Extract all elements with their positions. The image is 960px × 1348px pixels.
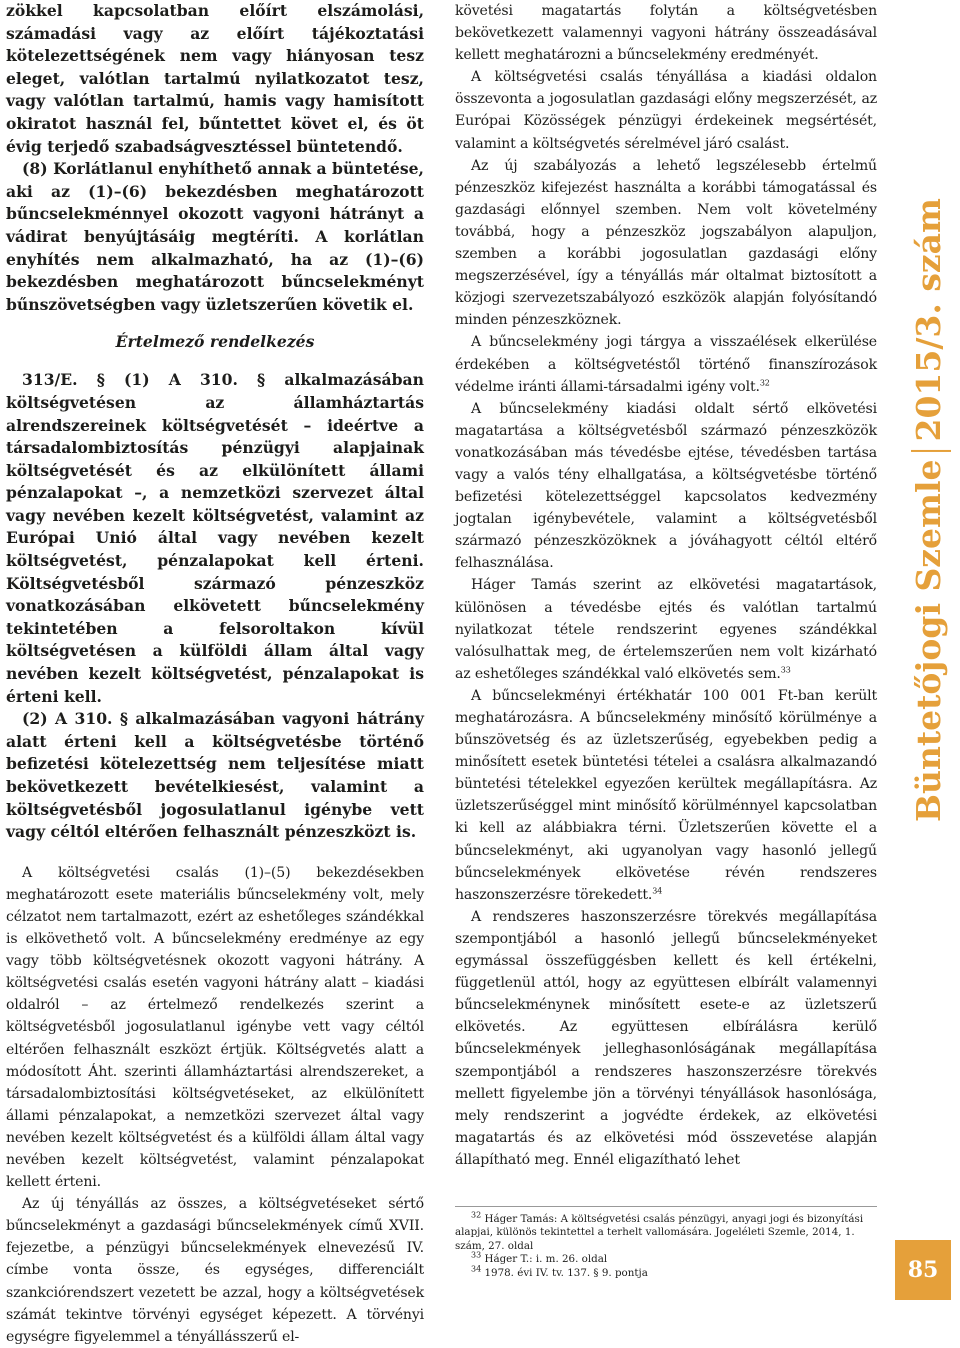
footnote-ref[interactable]: 32 — [759, 377, 770, 387]
left-column — [6, 0, 424, 1345]
sidebar — [900, 0, 960, 1308]
footnote-ref[interactable]: 34 — [652, 886, 663, 896]
journal-title: Büntetőjogi Szemle — [909, 459, 948, 822]
page-number-badge — [895, 1240, 951, 1300]
footnote-text: Háger T.: i. m. 26. oldal — [484, 1253, 608, 1266]
footnote-text: 1978. évi IV. tv. 137. § 9. pontja — [484, 1266, 648, 1279]
footnotes — [455, 1206, 877, 1280]
statute-paragraph-continuation: zökkel kapcsolatban előírt elszámolási, számadási vagy az előírt tájékoztatási kötelezettségének nem vagy hiányosan tesz eleget, valótlan tartalmú nyilatkozatot tesz, vagy valótlan tartalmú, hamis vagy hamisított okiratot használ fel, bűntettet követ el, és öt évig terjedő szabadságvesztéssel büntetendő. — [6, 1, 424, 156]
journal-issue: 2015/3. szám — [909, 198, 948, 442]
footnote — [455, 1250, 877, 1266]
statute-paragraph-313e-2: (2) A 310. § alkalmazásában vagyoni hátrány alatt érteni kell a költségvetésbe történő befizetési kötelezettség nem teljesítése miatt bekövetkezett bevételkiesést, valamint a költségvetésből jogosulatlanul igénybe vett vagy céltól eltérően felhasznált pénzeszközt is. — [6, 709, 424, 842]
footnote-text: Háger Tamás: A költségvetési csalás pénzügyi, anyagi jogi és bizonyítási alapjai, különös tekintettel a terhelt vallomására. Jogeléleti Szemle, 2014, 1. szám, 27. oldal — [455, 1213, 864, 1252]
page-number: 85 — [907, 1257, 939, 1283]
statute-paragraph-8: (8) Korlátlanul enyhíthető annak a büntetése, aki az (1)–(6) bekezdésben meghatározott bűncselekménnyel okozott vagyoni hátrányt a vádirat benyújtásáig megtéríti. A korlátlan enyhítés nem alkalmazható, ha az (1)–(6) bekezdésben meghatározott bűncselekményt bűnszövetségben vagy üzletszerűen követik el. — [6, 159, 424, 314]
body-paragraph: Az új szabályozás a lehető legszélesebb értelmű pénzeszköz kifejezést használta a korábbi támogatással és gazdasági előnnyel szemben. Nem volt követelmény továbbá, hogy a pénzeszköz jogszabályon alapuljon, szemben a korábbi jogosulatlan gazdasági előny megszerzésével, így a tényállás már oltalmat biztosított a közjogi szervezetszabályozó eszközök alapján folyósítandó minden pénzeszköznek. — [455, 157, 877, 329]
footnote-number: 33 — [471, 1250, 482, 1260]
footnote-number: 34 — [471, 1264, 482, 1274]
body-paragraph: Az új tényállás az összes, a költségvetéseket sértő bűncselekményt a gazdasági bűncselekmények című XVII. fejezetbe, a pénzügyi bűncselekmények elnevezésű IV. címbe vonta össze, és egységes, differenciált szankciórendszert vezetett be azzal, hogy a költségvetések számát tekintve törvényi egységet képezett. A törvényi egységre figyelemmel a tényállásszerű el- — [6, 1196, 424, 1345]
body-paragraph: A rendszeres haszonszerzésre törekvés megállapítása szempontjából a hasonló jellegű bűncselekményeket egymással összefüggésben kellett és kell értékelni, függetlenül attól, hogy az együttesen elbírált valamennyi bűncselekménynek minősített esete-e az üzletszerű elkövetés. Az együttesen elbírálásra kerülő bűncselekmények jelleghasonlóságának megállapítása szempontjából a rendszeres haszonszerzésre törekvés mellett figyelembe jön a törvényi tényállások hasonlósága, mely rendszerint a jogvédte érdekek, az elkövetési magatartás és az elkövetési mód összevetése alapján állapítható meg. Ennél eligazítható lehet — [455, 908, 877, 1168]
body-paragraph — [455, 574, 877, 684]
footnote-number: 32 — [471, 1210, 482, 1220]
right-column — [455, 0, 877, 1300]
body-paragraph — [455, 331, 877, 397]
section-heading: Értelmező rendelkezés — [115, 332, 315, 352]
footnote-ref[interactable]: 33 — [780, 665, 791, 675]
footnote — [455, 1264, 877, 1280]
body-paragraph — [455, 685, 877, 906]
separator — [911, 450, 951, 452]
body-paragraph: követési magatartás folytán a költségvetésben bekövetkezett valamennyi vagyoni hátrány összeadásával kellett meghatározni a bűncselekmény eredményét. — [455, 3, 877, 64]
paragraph-text: Háger Tamás szerint az elkövetési magatartások, különösen a tévedésbe ejtés és valótlan tartalmú nyilatkozat tétele rendszerint egyenes szándékkal valósulhattak meg, de értelemszerűen nem volt kizárható az eshetőleges szándékkal való elkövetés sem. — [455, 577, 877, 682]
body-paragraph: A bűncselekmény kiadási oldalt sértő elkövetési magatartása a költségvetésből származó pénzeszközök vonatkozásában más tévedésbe ejtése, tévedésben tartása vagy a valós tény elhallgatása, a költségvetésbe történő befizetési kötelezettséggel kapcsolatos kedvezmény jogtalan igénybevétele, valamint a költségvetésből származó pénzeszközöknek a jóváhagyott céltól eltérő felhasználása. — [455, 400, 877, 572]
body-paragraph: A költségvetési csalás tényállása a kiadási oldalon összevonta a jogosulatlan gazdasági előny megszerzését, az Európai Közösségek pénzügyi érdekeinek megsértését, valamint a költségvetés sérelmével járó csalást. — [455, 69, 877, 152]
statute-paragraph-313e-1: 313/E. § (1) A 310. § alkalmazásában költségvetésen az államháztartás alrendszereinek költségvetését – ideértve a társadalombiztosítás pénzügyi alapjainak költségvetését és az elkülönített állami pénzalapokat –, a nemzetközi szervezet által vagy nevében kezelt költségvetést, valamint az Európai Unió által vagy nevében kezelt költségvetést, pénzalapokat kell érteni. Költségvetésből származó pénzeszköz vonatkozásában elkövetett bűncselekmény tekintetében a felsoroltakon kívül költségvetésen a külföldi állam által vagy nevében kezelt költségvetést, pénzalapokat is érteni kell. — [6, 370, 424, 706]
paragraph-text: A bűncselekményi értékhatár 100 001 Ft-ban került meghatározásra. A bűncselekmény minősítő körülménye a bűnszövetség és az üzletszerűség, egyebekben pedig a minősített esetek büntetési tételei a csalásra alkalmazandó büntetési tételekkel egyezően kerültek megállapításra. Az üzletszerűséggel mint minősítő körülménnyel kapcsolatban ki kell az alábbiakra térni. Üzletszerűen követte el a bűncselekményt, aki ugyanolyan vagy hasonló jellegű bűncselekmények elkövetése révén rendszeres haszonszerzésre törekedett. — [455, 687, 877, 903]
body-paragraph: A költségvetési csalás (1)–(5) bekezdésekben meghatározott esete materiális bűncselekmény volt, mely célzatot nem tartalmazott, ezért az eshetőleges szándékkal is elkövethető volt. A bűncselekmény eredménye az egy vagy több költségvetésnek okozott vagyoni hátrány. A költségvetési csalás esetén vagyoni hátrány alatt – kiadási oldalról – az értelmező rendelkezés szerint a költségvetésből jogosulatlanul igénybe vett vagy céltól eltérően felhasznált eszközt értjük. Költségvetés alatt a módosított Áht. szerinti államháztartási alrendszereket, a társadalombiztosítási költségvetéseket, az elkülönített állami pénzalapokat, a nemzetközi szervezet által vagy nevében kezelt költségvetést és a külföldi állam által vagy nevében kezelt költségvetést, valamint pénzalapokat kellett érteni. — [6, 864, 424, 1191]
journal-banner — [909, 198, 951, 822]
footnote — [455, 1210, 877, 1253]
paragraph-text: A bűncselekmény jogi tárgya a visszaélések elkerülése érdekében a költségvetéstől történő finanszírozások védelme iránti állami-társadalmi igény volt. — [455, 334, 877, 395]
